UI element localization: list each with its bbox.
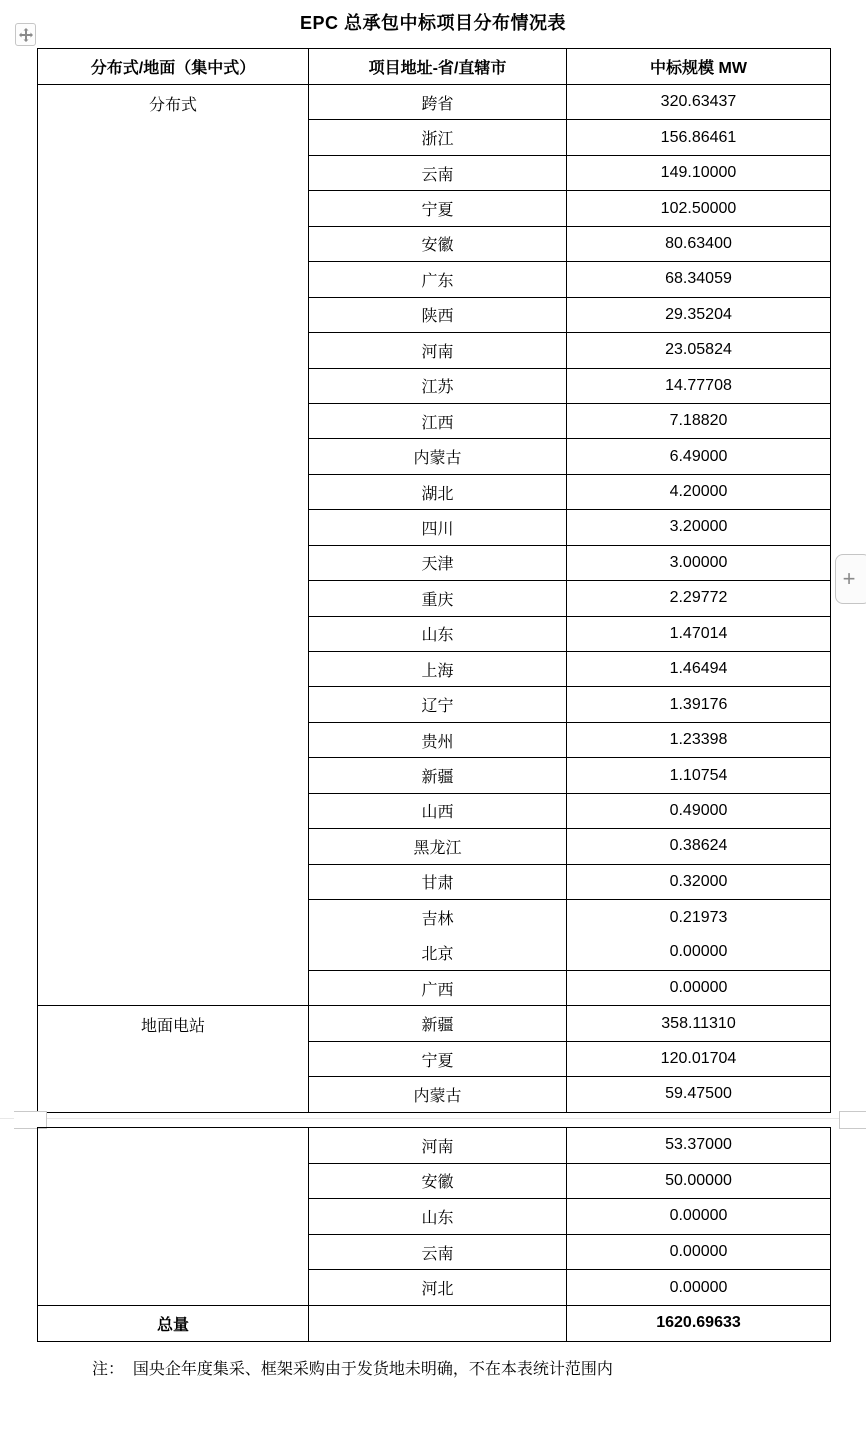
insert-row-button[interactable]: [835, 554, 866, 604]
value-cell[interactable]: 14.77708: [567, 368, 831, 403]
footnote: 注： 国央企年度集采、框架采购由于发货地未明确，不在本表统计范围内: [92, 1361, 613, 1378]
value-cell[interactable]: 1.23398: [567, 722, 831, 757]
plus-icon: +: [842, 566, 856, 591]
province-cell[interactable]: 河南: [309, 1128, 567, 1164]
total-label-cell[interactable]: 总量: [38, 1305, 309, 1341]
province-cell[interactable]: 河北: [309, 1270, 567, 1306]
province-cell[interactable]: 江西: [309, 403, 567, 438]
value-cell[interactable]: 0.49000: [567, 793, 831, 828]
value-cell[interactable]: 1.39176: [567, 687, 831, 722]
province-cell[interactable]: 湖北: [309, 474, 567, 509]
province-cell[interactable]: 山东: [309, 616, 567, 651]
province-cell[interactable]: 河南: [309, 333, 567, 368]
value-cell[interactable]: 53.37000: [567, 1128, 831, 1164]
value-cell[interactable]: 0.00000: [567, 970, 831, 1005]
province-cell[interactable]: 山西: [309, 793, 567, 828]
value-cell[interactable]: 29.35204: [567, 297, 831, 332]
total-value-cell[interactable]: 1620.69633: [567, 1305, 831, 1341]
value-cell[interactable]: 149.10000: [567, 155, 831, 190]
category-cell[interactable]: 分布式: [38, 85, 309, 1006]
page-break-edge-right: [839, 1111, 866, 1129]
province-cell[interactable]: 重庆: [309, 581, 567, 616]
table-row: [38, 1128, 831, 1164]
province-cell[interactable]: 新疆: [309, 758, 567, 793]
province-cell[interactable]: 贵州: [309, 722, 567, 757]
value-cell[interactable]: 0.21973: [567, 900, 831, 935]
province-cell[interactable]: 四川: [309, 510, 567, 545]
province-cell[interactable]: 内蒙古: [309, 439, 567, 474]
table-row: [38, 1006, 831, 1041]
province-cell[interactable]: 江苏: [309, 368, 567, 403]
province-cell[interactable]: 北京: [309, 935, 567, 970]
value-cell[interactable]: 0.38624: [567, 829, 831, 864]
value-cell[interactable]: 3.00000: [567, 545, 831, 580]
province-cell[interactable]: 安徽: [309, 226, 567, 261]
province-cell[interactable]: 云南: [309, 1234, 567, 1270]
table-row: [38, 1305, 831, 1341]
value-cell[interactable]: 2.29772: [567, 581, 831, 616]
page-break-line: [0, 1118, 866, 1119]
category-cell[interactable]: 地面电站: [38, 1006, 309, 1112]
province-cell[interactable]: 内蒙古: [309, 1077, 567, 1112]
province-cell[interactable]: 新疆: [309, 1006, 567, 1041]
value-cell[interactable]: 0.00000: [567, 1270, 831, 1306]
province-cell[interactable]: 陕西: [309, 297, 567, 332]
value-cell[interactable]: 59.47500: [567, 1077, 831, 1112]
province-cell[interactable]: 跨省: [309, 85, 567, 120]
value-cell[interactable]: 156.86461: [567, 120, 831, 155]
epc-table-page2: [37, 1127, 831, 1342]
value-cell[interactable]: 0.32000: [567, 864, 831, 899]
value-cell[interactable]: 23.05824: [567, 333, 831, 368]
value-cell[interactable]: 7.18820: [567, 403, 831, 438]
province-cell[interactable]: 天津: [309, 545, 567, 580]
value-cell[interactable]: 102.50000: [567, 191, 831, 226]
value-cell[interactable]: 1.47014: [567, 616, 831, 651]
page-title: EPC 总承包中标项目分布情况表: [299, 13, 566, 33]
value-cell[interactable]: 6.49000: [567, 439, 831, 474]
province-cell[interactable]: 广东: [309, 262, 567, 297]
province-cell[interactable]: 黑龙江: [309, 829, 567, 864]
category-cell[interactable]: [38, 1128, 309, 1306]
value-cell[interactable]: 358.11310: [567, 1006, 831, 1041]
value-cell[interactable]: 0.00000: [567, 1199, 831, 1235]
province-cell[interactable]: 吉林: [309, 900, 567, 935]
province-cell[interactable]: 山东: [309, 1199, 567, 1235]
province-cell[interactable]: 安徽: [309, 1163, 567, 1199]
province-cell[interactable]: 辽宁: [309, 687, 567, 722]
province-cell[interactable]: 广西: [309, 970, 567, 1005]
value-cell[interactable]: 1.10754: [567, 758, 831, 793]
province-cell[interactable]: 甘肃: [309, 864, 567, 899]
province-cell[interactable]: 上海: [309, 652, 567, 687]
table-row: [38, 49, 831, 85]
epc-table-page1: [37, 48, 831, 1113]
value-cell[interactable]: 0.00000: [567, 1234, 831, 1270]
value-cell[interactable]: 120.01704: [567, 1041, 831, 1076]
province-cell[interactable]: 宁夏: [309, 191, 567, 226]
header-cell[interactable]: 分布式/地面（集中式）: [38, 49, 309, 85]
value-cell[interactable]: 0.00000: [567, 935, 831, 970]
value-cell[interactable]: 320.63437: [567, 85, 831, 120]
value-cell[interactable]: 50.00000: [567, 1163, 831, 1199]
value-cell[interactable]: 80.63400: [567, 226, 831, 261]
header-cell[interactable]: 中标规模 MW: [567, 49, 831, 85]
value-cell[interactable]: 3.20000: [567, 510, 831, 545]
province-cell[interactable]: 宁夏: [309, 1041, 567, 1076]
table-row: [38, 85, 831, 120]
province-cell[interactable]: 云南: [309, 155, 567, 190]
value-cell[interactable]: 4.20000: [567, 474, 831, 509]
province-cell[interactable]: 浙江: [309, 120, 567, 155]
value-cell[interactable]: 68.34059: [567, 262, 831, 297]
value-cell[interactable]: 1.46494: [567, 652, 831, 687]
header-cell[interactable]: 项目地址-省/直辖市: [309, 49, 567, 85]
total-empty-cell[interactable]: [309, 1305, 567, 1341]
